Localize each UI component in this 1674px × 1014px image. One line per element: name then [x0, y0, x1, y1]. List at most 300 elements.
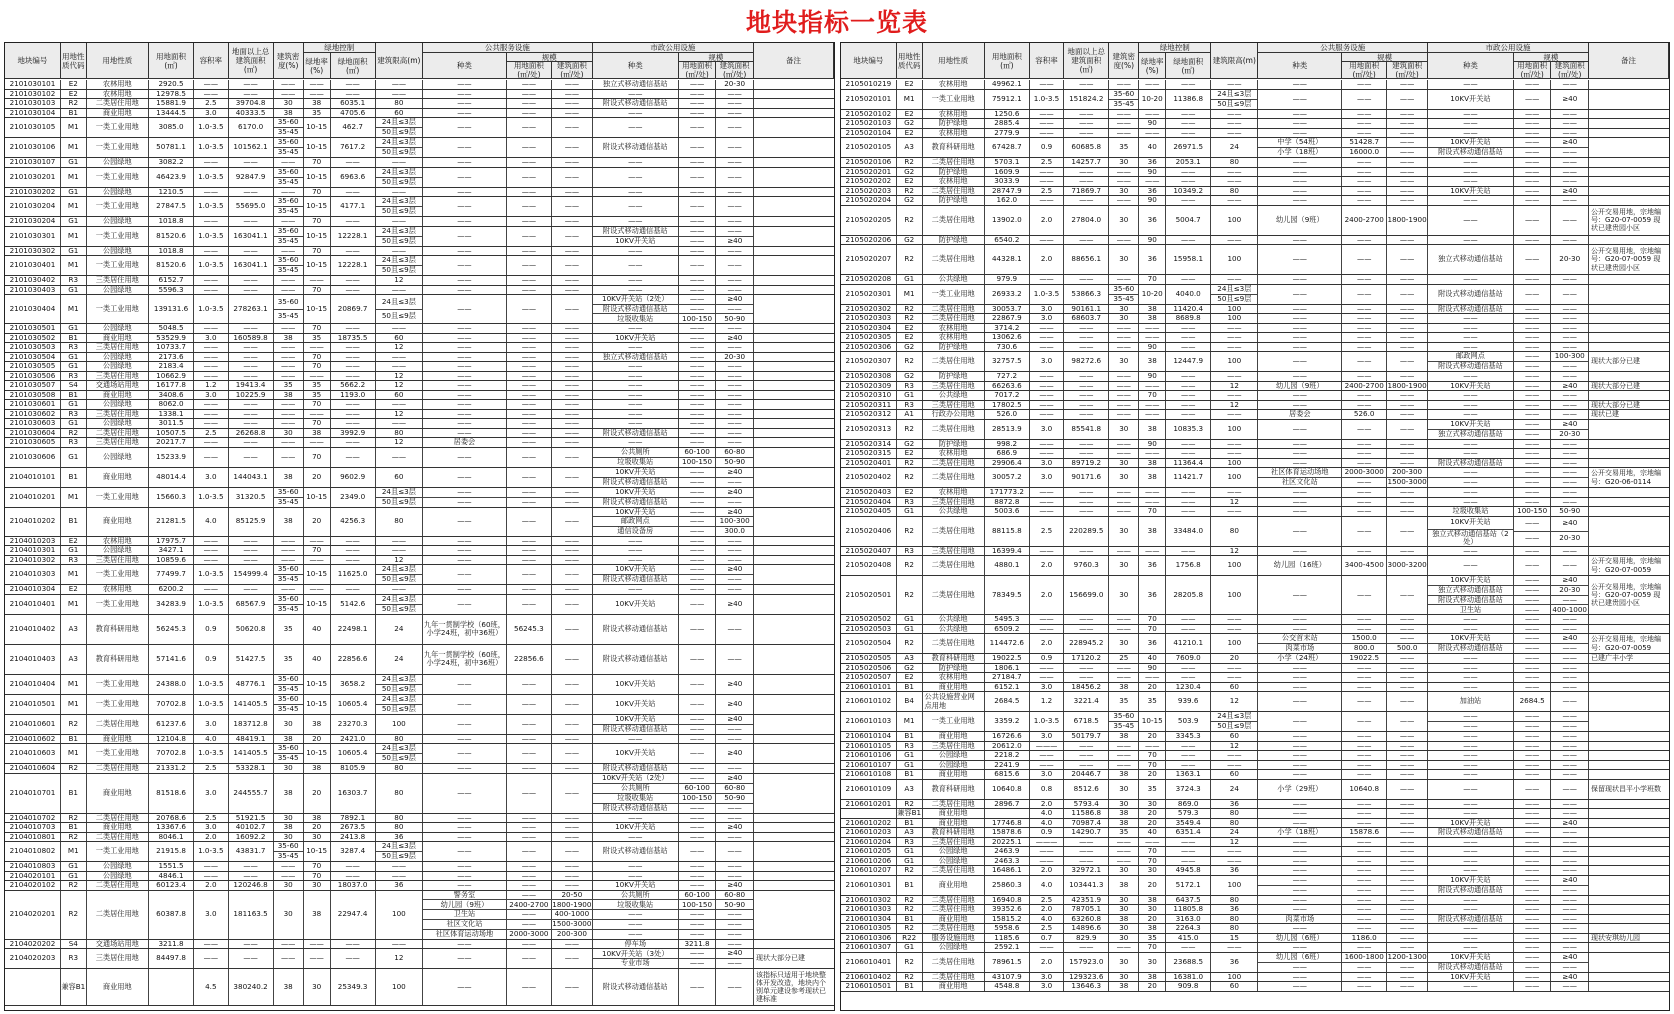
public-facility-col [1258, 934, 1342, 943]
public-facility-item: 200-300 [556, 928, 587, 938]
density-cell [274, 247, 304, 256]
plot-id-cell: 2106010304 [841, 915, 897, 924]
height-limit-cell [1211, 440, 1258, 449]
density-cell-line: 35-45 [1113, 293, 1135, 303]
land-use-cell: 三类居住用地 [87, 343, 149, 352]
municipal-facility-item: 50-90 [716, 794, 753, 804]
green-area-cell: —— [1166, 673, 1211, 682]
density-cell-line: 38 [283, 516, 293, 526]
remark-cell [754, 872, 834, 881]
table-row [841, 119, 1669, 129]
municipal-facility-item: —— [1524, 186, 1540, 195]
municipal-facility-col [593, 99, 679, 108]
municipal-facility-col [1551, 683, 1589, 692]
height-limit-cell [1211, 459, 1258, 468]
municipal-facility-item: —— [727, 585, 742, 594]
municipal-facility-col [1551, 634, 1589, 653]
public-facility-item: —— [1399, 458, 1415, 467]
public-facility-item: —— [521, 201, 537, 211]
public-facility-item: —— [521, 718, 537, 728]
land-code-cell: B1 [61, 334, 87, 343]
public-facility-item: —— [1399, 961, 1415, 971]
public-facility-item: 幼儿园（6班） [1275, 933, 1324, 942]
municipal-facility-item: 100-150 [682, 313, 713, 323]
public-facility-item: —— [1292, 254, 1307, 264]
land-use-cell: 三类居住用地 [923, 838, 985, 847]
height-limit-cell [376, 833, 423, 842]
public-facility-item: —— [1292, 177, 1307, 186]
public-facility-item: —— [1399, 856, 1415, 865]
height-limit-cell [376, 645, 423, 674]
density-cell [1109, 488, 1139, 497]
municipal-facility-item: 附设式移动通信基站 [602, 623, 668, 633]
header-far: 容积率 [194, 43, 228, 79]
municipal-facility-item: —— [689, 813, 705, 822]
green-rate-cell: 36 [1139, 158, 1166, 167]
gfa-cell: —— [229, 276, 274, 285]
public-facility-col [1258, 838, 1342, 847]
public-facility-item: —— [1357, 837, 1372, 846]
height-limit-cell-line: 24且≤3层 [376, 256, 422, 266]
public-facility-col [1258, 206, 1342, 235]
far-cell: 1.0-3.5 [1030, 90, 1064, 109]
public-facility-col [1258, 692, 1342, 711]
remark-cell [754, 508, 834, 536]
municipal-facility-item: 附设式移动通信基站 [602, 764, 668, 773]
table-row [841, 138, 1669, 158]
far-cell: 2.5 [1030, 187, 1064, 196]
public-facility-item: —— [457, 122, 472, 132]
green-area-cell: 11420.4 [1166, 305, 1211, 314]
height-limit-cell [1211, 924, 1258, 933]
table-row [5, 881, 834, 891]
height-limit-cell [376, 862, 423, 871]
public-facility-item: —— [1292, 423, 1307, 433]
municipal-facility-item: —— [1562, 721, 1577, 731]
municipal-facility-col [1514, 449, 1552, 458]
municipal-facility-col [679, 556, 717, 565]
green-rate-cell: —— [1139, 110, 1166, 119]
gfa-cell: —— [1064, 168, 1109, 177]
municipal-facility-col [679, 615, 717, 644]
public-facility-item: 小学（24班） [1277, 654, 1323, 663]
density-cell-line: —— [1116, 391, 1131, 400]
municipal-facility-item: —— [1463, 400, 1478, 409]
municipal-facility-col [1428, 129, 1514, 138]
plot-id-cell: 2101030204 [5, 217, 61, 226]
gfa-cell: 14290.7 [1064, 828, 1109, 837]
municipal-facility-item: 附设式移动通信基站 [1438, 361, 1503, 371]
green-rate-cell: 70 [304, 362, 331, 371]
land-use-cell: 商业用地 [923, 876, 985, 895]
municipal-facility-col [1551, 732, 1589, 741]
height-limit-cell [376, 565, 423, 584]
height-limit-cell-line: —— [1227, 663, 1242, 672]
public-facility-item: 1500-3000 [552, 919, 592, 929]
municipal-facility-col [1514, 236, 1552, 245]
public-facility-col [1387, 382, 1428, 391]
public-facility-item: —— [564, 953, 580, 963]
municipal-facility-col [679, 969, 717, 1005]
far-cell: 3.0 [1030, 420, 1064, 439]
municipal-facility-col [679, 585, 717, 594]
public-facility-item: —— [1357, 924, 1372, 933]
public-facility-col [1387, 866, 1428, 875]
green-rate-cell: 30 [304, 969, 331, 1005]
municipal-facility-col [1428, 953, 1514, 972]
remark-cell [1589, 828, 1669, 837]
density-cell-line: 30 [1119, 458, 1129, 467]
municipal-facility-col [716, 400, 754, 409]
municipal-facility-item: —— [1562, 288, 1577, 298]
municipal-facility-col [1551, 333, 1589, 342]
public-facility-item: —— [1292, 546, 1307, 555]
municipal-facility-item: —— [1562, 905, 1577, 914]
municipal-facility-item: —— [1514, 586, 1551, 596]
municipal-facility-item: 附设式移动通信基站 [1428, 596, 1513, 606]
public-facility-col [1258, 507, 1342, 516]
table-row [5, 99, 834, 109]
density-cell-line: —— [1116, 507, 1131, 516]
green-rate-cell: 10-15 [304, 227, 331, 246]
municipal-facility-col [716, 286, 754, 295]
density-cell [274, 881, 304, 890]
municipal-facility-item: —— [1562, 654, 1577, 663]
density-cell-line: 35-45 [1113, 98, 1135, 108]
municipal-facility-col [1551, 498, 1589, 507]
green-area-cell: —— [1166, 838, 1211, 847]
public-facility-col [1342, 245, 1387, 274]
plot-id-cell: 2101030204 [5, 197, 61, 216]
land-code-cell: G1 [61, 448, 87, 467]
land-use-cell: 二类居住用地 [923, 634, 985, 653]
density-cell-line: 38 [283, 787, 293, 797]
municipal-facility-item: —— [727, 390, 742, 399]
density-cell [274, 410, 304, 419]
public-facility-item: —— [1399, 356, 1415, 366]
green-rate-cell: —— [1139, 382, 1166, 391]
public-facility-col [1342, 896, 1387, 905]
green-rate-cell: 30 [1139, 866, 1166, 875]
public-facility-item: —— [1399, 167, 1415, 176]
public-facility-item: —— [457, 99, 472, 108]
municipal-facility-col [679, 334, 717, 343]
land-code-cell: M1 [61, 695, 87, 714]
public-facility-col [507, 227, 552, 246]
municipal-facility-item: —— [1562, 361, 1577, 371]
public-facility-col [1387, 158, 1428, 167]
height-limit-cell [1211, 391, 1258, 400]
municipal-facility-col [679, 814, 717, 823]
public-facility-item: —— [564, 381, 580, 390]
public-facility-col [552, 286, 593, 295]
height-limit-cell [1211, 206, 1258, 235]
municipal-facility-col [679, 949, 717, 968]
green-area-cell: —— [1166, 847, 1211, 856]
height-limit-cell-line: —— [1227, 507, 1242, 516]
public-facility-col [507, 197, 552, 216]
far-cell: 1.0-3.5 [194, 744, 228, 763]
municipal-facility-item: —— [628, 585, 643, 594]
height-limit-cell-line: 100 [1227, 423, 1242, 433]
height-limit-cell-line: 24且≤3层 [376, 842, 422, 852]
public-facility-item: —— [1399, 391, 1415, 400]
land-code-cell: M1 [897, 90, 923, 109]
land-code-cell: M1 [61, 256, 87, 275]
density-cell-line: 30 [1119, 956, 1129, 966]
height-limit-cell [1211, 742, 1258, 751]
public-facility-item: —— [457, 787, 472, 797]
remark-cell [1589, 982, 1669, 991]
public-facility-item: —— [564, 881, 580, 890]
public-facility-item: —— [564, 832, 580, 841]
municipal-facility-col [679, 565, 717, 584]
height-limit-cell [376, 410, 423, 419]
area-cell: 81520.6 [149, 256, 194, 275]
land-code-cell: R2 [897, 576, 923, 614]
municipal-facility-item: 专业市场 [620, 958, 650, 968]
table-row [841, 625, 1669, 635]
municipal-facility-col [716, 565, 754, 584]
height-limit-cell [376, 615, 423, 644]
far-cell: —— [1030, 401, 1064, 410]
public-facility-col [1342, 410, 1387, 419]
municipal-facility-item: —— [1562, 895, 1577, 904]
area-cell: 526.0 [985, 410, 1030, 419]
public-facility-col [1342, 459, 1387, 468]
public-facility-col [1387, 973, 1428, 982]
public-facility-col [552, 488, 593, 507]
gfa-cell: 55695.0 [229, 197, 274, 216]
green-area-cell: 5004.7 [1166, 206, 1211, 235]
public-facility-item: —— [1292, 809, 1307, 818]
municipal-facility-col [716, 429, 754, 438]
municipal-facility-item: 10KV开关站 [615, 678, 656, 688]
public-facility-col [507, 969, 552, 1005]
header-height-limit: 建筑限高(m) [1211, 43, 1258, 79]
height-limit-cell-line: 24 [394, 623, 404, 633]
land-use-cell: 商业用地 [923, 732, 985, 741]
plot-index-table-left [4, 42, 835, 1011]
public-facility-item: —— [1399, 732, 1415, 741]
height-limit-cell [376, 343, 423, 352]
height-limit-cell-line: —— [1227, 167, 1242, 176]
public-facility-item: —— [457, 260, 472, 270]
area-cell: 5958.6 [985, 924, 1030, 933]
municipal-facility-item: —— [1463, 214, 1478, 224]
far-cell: —— [1030, 751, 1064, 760]
municipal-facility-col [1551, 809, 1589, 818]
municipal-facility-item: —— [689, 476, 705, 486]
plot-id-cell: 2105020503 [841, 625, 897, 634]
plot-id-cell: 2104010501 [5, 695, 61, 714]
land-use-cell: 农林用地 [923, 673, 985, 682]
municipal-facility-col [1551, 615, 1589, 624]
density-cell-line: —— [280, 362, 296, 371]
municipal-facility-item: —— [1524, 333, 1540, 342]
municipal-facility-col [593, 595, 679, 614]
density-cell-line: —— [1116, 488, 1131, 497]
public-facility-col [1342, 654, 1387, 663]
green-area-cell: —— [331, 80, 376, 89]
public-facility-col [1258, 973, 1342, 982]
public-facility-col [423, 764, 507, 773]
municipal-facility-item: —— [1524, 158, 1540, 167]
green-area-cell: —— [1166, 119, 1211, 128]
table-row [841, 343, 1669, 353]
remark-cell [754, 247, 834, 256]
municipal-facility-item: —— [689, 574, 705, 584]
municipal-facility-col [1514, 314, 1552, 323]
public-facility-item: —— [521, 787, 537, 797]
public-facility-col [552, 188, 593, 197]
plot-id-cell: 2105020308 [841, 372, 897, 381]
public-facility-item: 1800-1900 [1387, 214, 1427, 224]
municipal-facility-col [593, 675, 679, 694]
table-row [841, 285, 1669, 305]
height-limit-cell [376, 227, 423, 246]
public-facility-item: —— [564, 698, 580, 708]
municipal-facility-item: 10KV开关站 [1428, 634, 1513, 644]
remark-cell [1589, 673, 1669, 682]
public-facility-col [1342, 468, 1387, 487]
public-facility-item: —— [1292, 696, 1307, 706]
area-cell: 7017.2 [985, 391, 1030, 400]
municipal-facility-item: —— [1562, 884, 1577, 894]
municipal-facility-col [716, 862, 754, 871]
public-facility-item: —— [564, 343, 580, 352]
plot-id-cell: 2101030402 [5, 276, 61, 285]
density-cell-line: 30 [1119, 560, 1129, 570]
density-cell [1109, 838, 1139, 847]
land-code-cell: G2 [897, 343, 923, 352]
height-limit-cell-line: 24 [1229, 142, 1239, 152]
area-cell: 2218.2 [985, 751, 1030, 760]
public-facility-col [423, 188, 507, 197]
public-facility-item: —— [1399, 624, 1415, 633]
remark-cell [754, 381, 834, 390]
municipal-facility-col [593, 969, 679, 1005]
area-cell: 22867.9 [985, 314, 1030, 323]
land-use-cell: 公园绿地 [923, 761, 985, 770]
public-facility-col [423, 295, 507, 323]
public-facility-item: —— [1292, 333, 1307, 342]
area-cell: 61237.6 [149, 715, 194, 734]
height-limit-cell [376, 949, 423, 968]
public-facility-item: —— [1399, 895, 1415, 904]
public-facility-item: —— [1399, 275, 1415, 284]
remark-cell [1589, 343, 1669, 352]
far-cell: 2.5 [1030, 158, 1064, 167]
remark-cell [754, 158, 834, 167]
height-limit-cell-line: 36 [394, 832, 404, 841]
height-limit-cell-line: 36 [394, 881, 404, 890]
public-facility-item: —— [1387, 634, 1427, 644]
density-cell-line: 35-60 [274, 168, 303, 178]
municipal-facility-item: —— [1524, 943, 1540, 952]
municipal-facility-item: —— [1463, 895, 1478, 904]
municipal-facility-col [593, 286, 679, 295]
table-row [841, 905, 1669, 915]
area-cell: 81518.6 [149, 774, 194, 813]
height-limit-cell-line: 24且≤3层 [376, 138, 422, 148]
municipal-facility-item: —— [1514, 953, 1551, 963]
public-facility-col [552, 814, 593, 823]
public-facility-col [423, 881, 507, 890]
green-rate-cell: 10-15 [304, 256, 331, 275]
municipal-facility-col [716, 334, 754, 343]
public-facility-col [1258, 761, 1342, 770]
public-facility-col [507, 891, 552, 939]
far-cell: —— [1030, 440, 1064, 449]
public-facility-item: —— [1292, 109, 1307, 118]
public-facility-item: —— [521, 981, 537, 991]
green-area-cell: 15958.1 [1166, 245, 1211, 274]
municipal-facility-col [1514, 196, 1552, 205]
height-limit-cell-line: 100 [1227, 589, 1242, 599]
area-cell: 20612.0 [985, 742, 1030, 751]
municipal-facility-item: —— [727, 958, 742, 968]
public-facility-col [1342, 934, 1387, 943]
public-facility-item: —— [521, 678, 537, 688]
green-rate-cell: 70 [304, 353, 331, 362]
header-green-control: 绿地控制 [304, 43, 376, 53]
municipal-facility-item: 停车场 [624, 939, 647, 948]
area-cell: 10662.9 [149, 372, 194, 381]
area-cell: 77499.7 [149, 565, 194, 584]
public-facility-col [507, 546, 552, 555]
density-cell [1109, 314, 1139, 323]
municipal-facility-item: —— [679, 227, 716, 237]
land-code-cell: M1 [897, 285, 923, 304]
municipal-facility-item: 附设式移动通信基站 [602, 574, 668, 584]
public-facility-col [552, 381, 593, 390]
height-limit-cell-line: —— [1227, 439, 1242, 448]
public-facility-item: —— [1399, 507, 1415, 516]
land-use-cell: 二类居住用地 [87, 715, 149, 734]
municipal-facility-item: —— [1524, 533, 1540, 543]
public-facility-item: —— [1292, 458, 1307, 467]
gfa-cell: 48419.1 [229, 735, 274, 744]
public-facility-col [1387, 507, 1428, 516]
municipal-facility-item: 10KV开关站 [1450, 818, 1491, 827]
municipal-facility-item: —— [1524, 818, 1540, 827]
public-facility-item: —— [1357, 895, 1372, 904]
density-cell-line: —— [280, 939, 296, 948]
green-rate-cell: —— [1139, 838, 1166, 847]
height-limit-cell [1211, 751, 1258, 760]
public-facility-item: 526.0 [1353, 410, 1375, 419]
municipal-facility-col [679, 744, 717, 763]
municipal-facility-item: —— [1562, 410, 1577, 419]
table-row [5, 295, 834, 324]
gfa-cell: —— [1064, 391, 1109, 400]
gfa-cell: 183712.8 [229, 715, 274, 734]
public-facility-col [1387, 556, 1428, 575]
public-facility-item: —— [457, 230, 472, 240]
density-cell [1109, 90, 1139, 109]
gfa-cell: 71869.7 [1064, 187, 1109, 196]
public-facility-item: 1500-3000 [1387, 477, 1427, 487]
remark-cell [1589, 953, 1669, 972]
table-row [5, 488, 834, 508]
remark-cell [1589, 625, 1669, 634]
public-facility-col [1258, 809, 1342, 818]
gfa-cell: —— [1064, 507, 1109, 516]
municipal-facility-col [1514, 761, 1552, 770]
public-facility-col [1342, 158, 1387, 167]
municipal-facility-item: —— [1514, 420, 1551, 430]
